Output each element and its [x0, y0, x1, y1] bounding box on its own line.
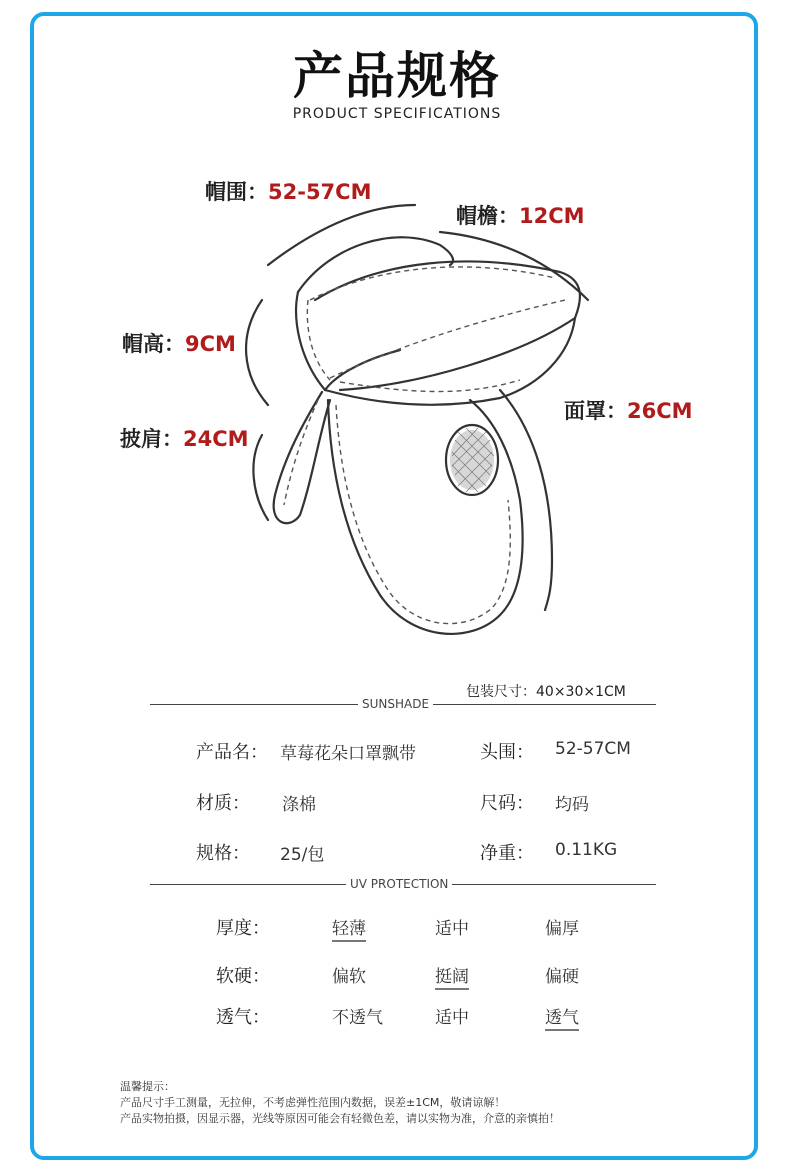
crown-outline: [298, 237, 453, 292]
notes-line-1: 产品尺寸手工测量，无拉伸，不考虑弹性范围内数据，误差±1CM，敬请谅解！: [120, 1096, 506, 1109]
shawl-arc: [253, 435, 268, 520]
dim-height-value: 9CM: [185, 332, 236, 356]
rating-softness-option-hard: 偏硬: [545, 967, 579, 987]
spec-material-label: 材质：: [196, 793, 250, 814]
spec-name-label: 产品名：: [196, 742, 268, 763]
spec-name-value: 草莓花朵口罩飘带: [280, 744, 416, 764]
rating-softness-label: 软硬：: [216, 966, 270, 987]
rating-breathability-label: 透气：: [216, 1007, 270, 1028]
spec-size-value: 均码: [555, 795, 589, 815]
spec-head-label: 头围：: [480, 742, 534, 763]
rating-softness-option-soft: 偏软: [332, 967, 366, 987]
spec-head-value: 52-57CM: [555, 739, 631, 759]
rating-breathability-option-medium: 适中: [435, 1008, 469, 1028]
dim-height-label: 帽高：: [122, 332, 185, 356]
spec-spec-label: 规格：: [196, 843, 250, 864]
dim-mask-value: 26CM: [627, 399, 693, 423]
dim-brim-value: 12CM: [519, 204, 585, 228]
dim-shawl-value: 24CM: [183, 427, 249, 451]
mask-flap: [328, 400, 523, 634]
brim-arc: [440, 232, 588, 300]
spec-size-label: 尺码：: [480, 793, 534, 814]
mask-arc: [500, 390, 552, 610]
dim-circumference: [205, 176, 371, 206]
packaging-size: 包装尺寸：40×30×1CM: [466, 684, 626, 700]
divider-uv-label: UV PROTECTION: [346, 877, 452, 891]
notes-heading: 温馨提示：: [120, 1080, 175, 1093]
notes-line-2: 产品实物拍摄，因显示器，光线等原因可能会有轻微色差，请以实物为准，介意的亲慎拍！: [120, 1112, 560, 1125]
dim-brim-label: 帽檐：: [456, 204, 519, 228]
dim-shawl: [120, 423, 249, 453]
dim-mask: [564, 395, 693, 425]
rating-thickness-option-thin: 轻薄: [332, 914, 366, 942]
page-title: 产品规格: [293, 47, 501, 105]
page-subtitle: PRODUCT SPECIFICATIONS: [292, 106, 502, 122]
left-ribbon: [274, 392, 330, 523]
spec-weight-value: 0.11KG: [555, 840, 618, 860]
dim-brim: [456, 200, 585, 230]
dim-circumference-label: 帽围：: [205, 180, 268, 204]
rating-thickness-label: 厚度：: [216, 918, 270, 939]
circumference-arc: [268, 205, 415, 265]
rating-thickness-option-medium: 适中: [435, 919, 469, 939]
rating-thickness-option-thick: 偏厚: [545, 919, 579, 939]
height-arc: [246, 300, 268, 405]
dim-circumference-value: 52-57CM: [268, 180, 372, 204]
spec-weight-label: 净重：: [480, 843, 534, 864]
dim-height: [122, 328, 236, 358]
spec-spec-value: 25/包: [280, 845, 325, 865]
dim-mask-label: 面罩：: [564, 399, 627, 423]
rating-breathability-option-breathable: 透气: [545, 1003, 579, 1031]
rating-breathability-option-none: 不透气: [332, 1008, 383, 1028]
spec-material-value: 涤棉: [282, 795, 316, 815]
visor-outline: [315, 261, 580, 390]
divider-sunshade-label: SUNSHADE: [358, 697, 433, 711]
dim-shawl-label: 披肩：: [120, 427, 183, 451]
rating-softness-option-firm: 挺阔: [435, 962, 469, 990]
